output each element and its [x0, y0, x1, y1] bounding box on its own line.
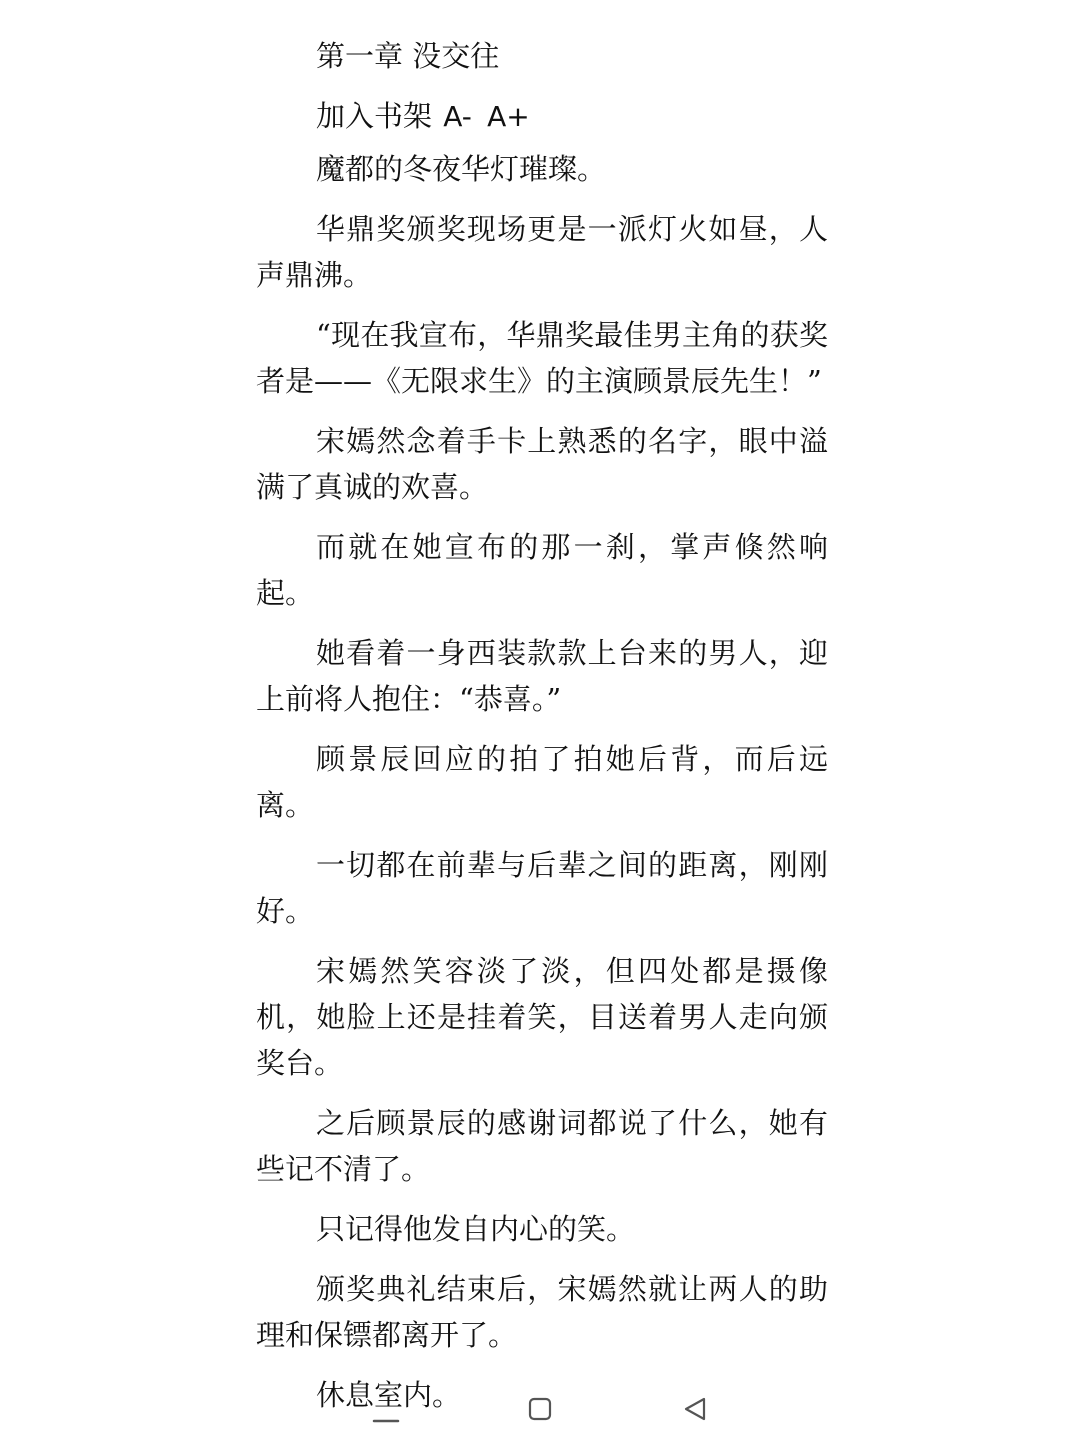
paragraph: 宋嫣然念着手卡上熟悉的名字，眼中溢满了真诚的欢喜。 [256, 424, 828, 504]
paragraph: 宋嫣然笑容淡了淡，但四处都是摄像机，她脸上还是挂着笑，目送着男人走向颁奖台。 [256, 954, 828, 1080]
paragraph: 而就在她宣布的那一刹，掌声倏然响起。 [256, 530, 828, 610]
paragraph: 她看着一身西装款款上台来的男人，迎上前将人抱住：“恭喜。” [256, 636, 828, 716]
add-to-bookshelf-link[interactable]: 加入书架 [316, 99, 433, 133]
home-line-icon[interactable] [366, 1391, 406, 1427]
system-navigation-bar [0, 1383, 1080, 1439]
paragraph: 之后顾景辰的感谢词都说了什么，她有些记不清了。 [256, 1106, 828, 1186]
font-increase-button[interactable]: A+ [487, 100, 530, 133]
paragraph: 休息室内。 [316, 1378, 462, 1412]
paragraph: 只记得他发自内心的笑。 [316, 1212, 636, 1246]
paragraph: “现在我宣布，华鼎奖最佳男主角的获奖者是——《无限求生》的主演顾景辰先生！” [256, 318, 828, 398]
paragraph: 华鼎奖颁奖现场更是一派灯火如昼，人声鼎沸。 [256, 212, 828, 292]
paragraph: 顾景辰回应的拍了拍她后背，而后远离。 [256, 742, 828, 822]
reader-toolbar [256, 90, 828, 142]
paragraph: 魔都的冬夜华灯璀璨。 [316, 152, 607, 186]
chapter-title: 第一章 没交往 [316, 39, 500, 73]
paragraph: 颁奖典礼结束后，宋嫣然就让两人的助理和保镖都离开了。 [256, 1272, 828, 1352]
reader-content [256, 30, 828, 1432]
paragraph: 一切都在前辈与后辈之间的距离，刚刚好。 [256, 848, 828, 928]
font-decrease-button[interactable]: A- [443, 100, 472, 133]
back-triangle-icon[interactable] [676, 1391, 716, 1427]
recents-square-icon[interactable] [520, 1391, 560, 1427]
